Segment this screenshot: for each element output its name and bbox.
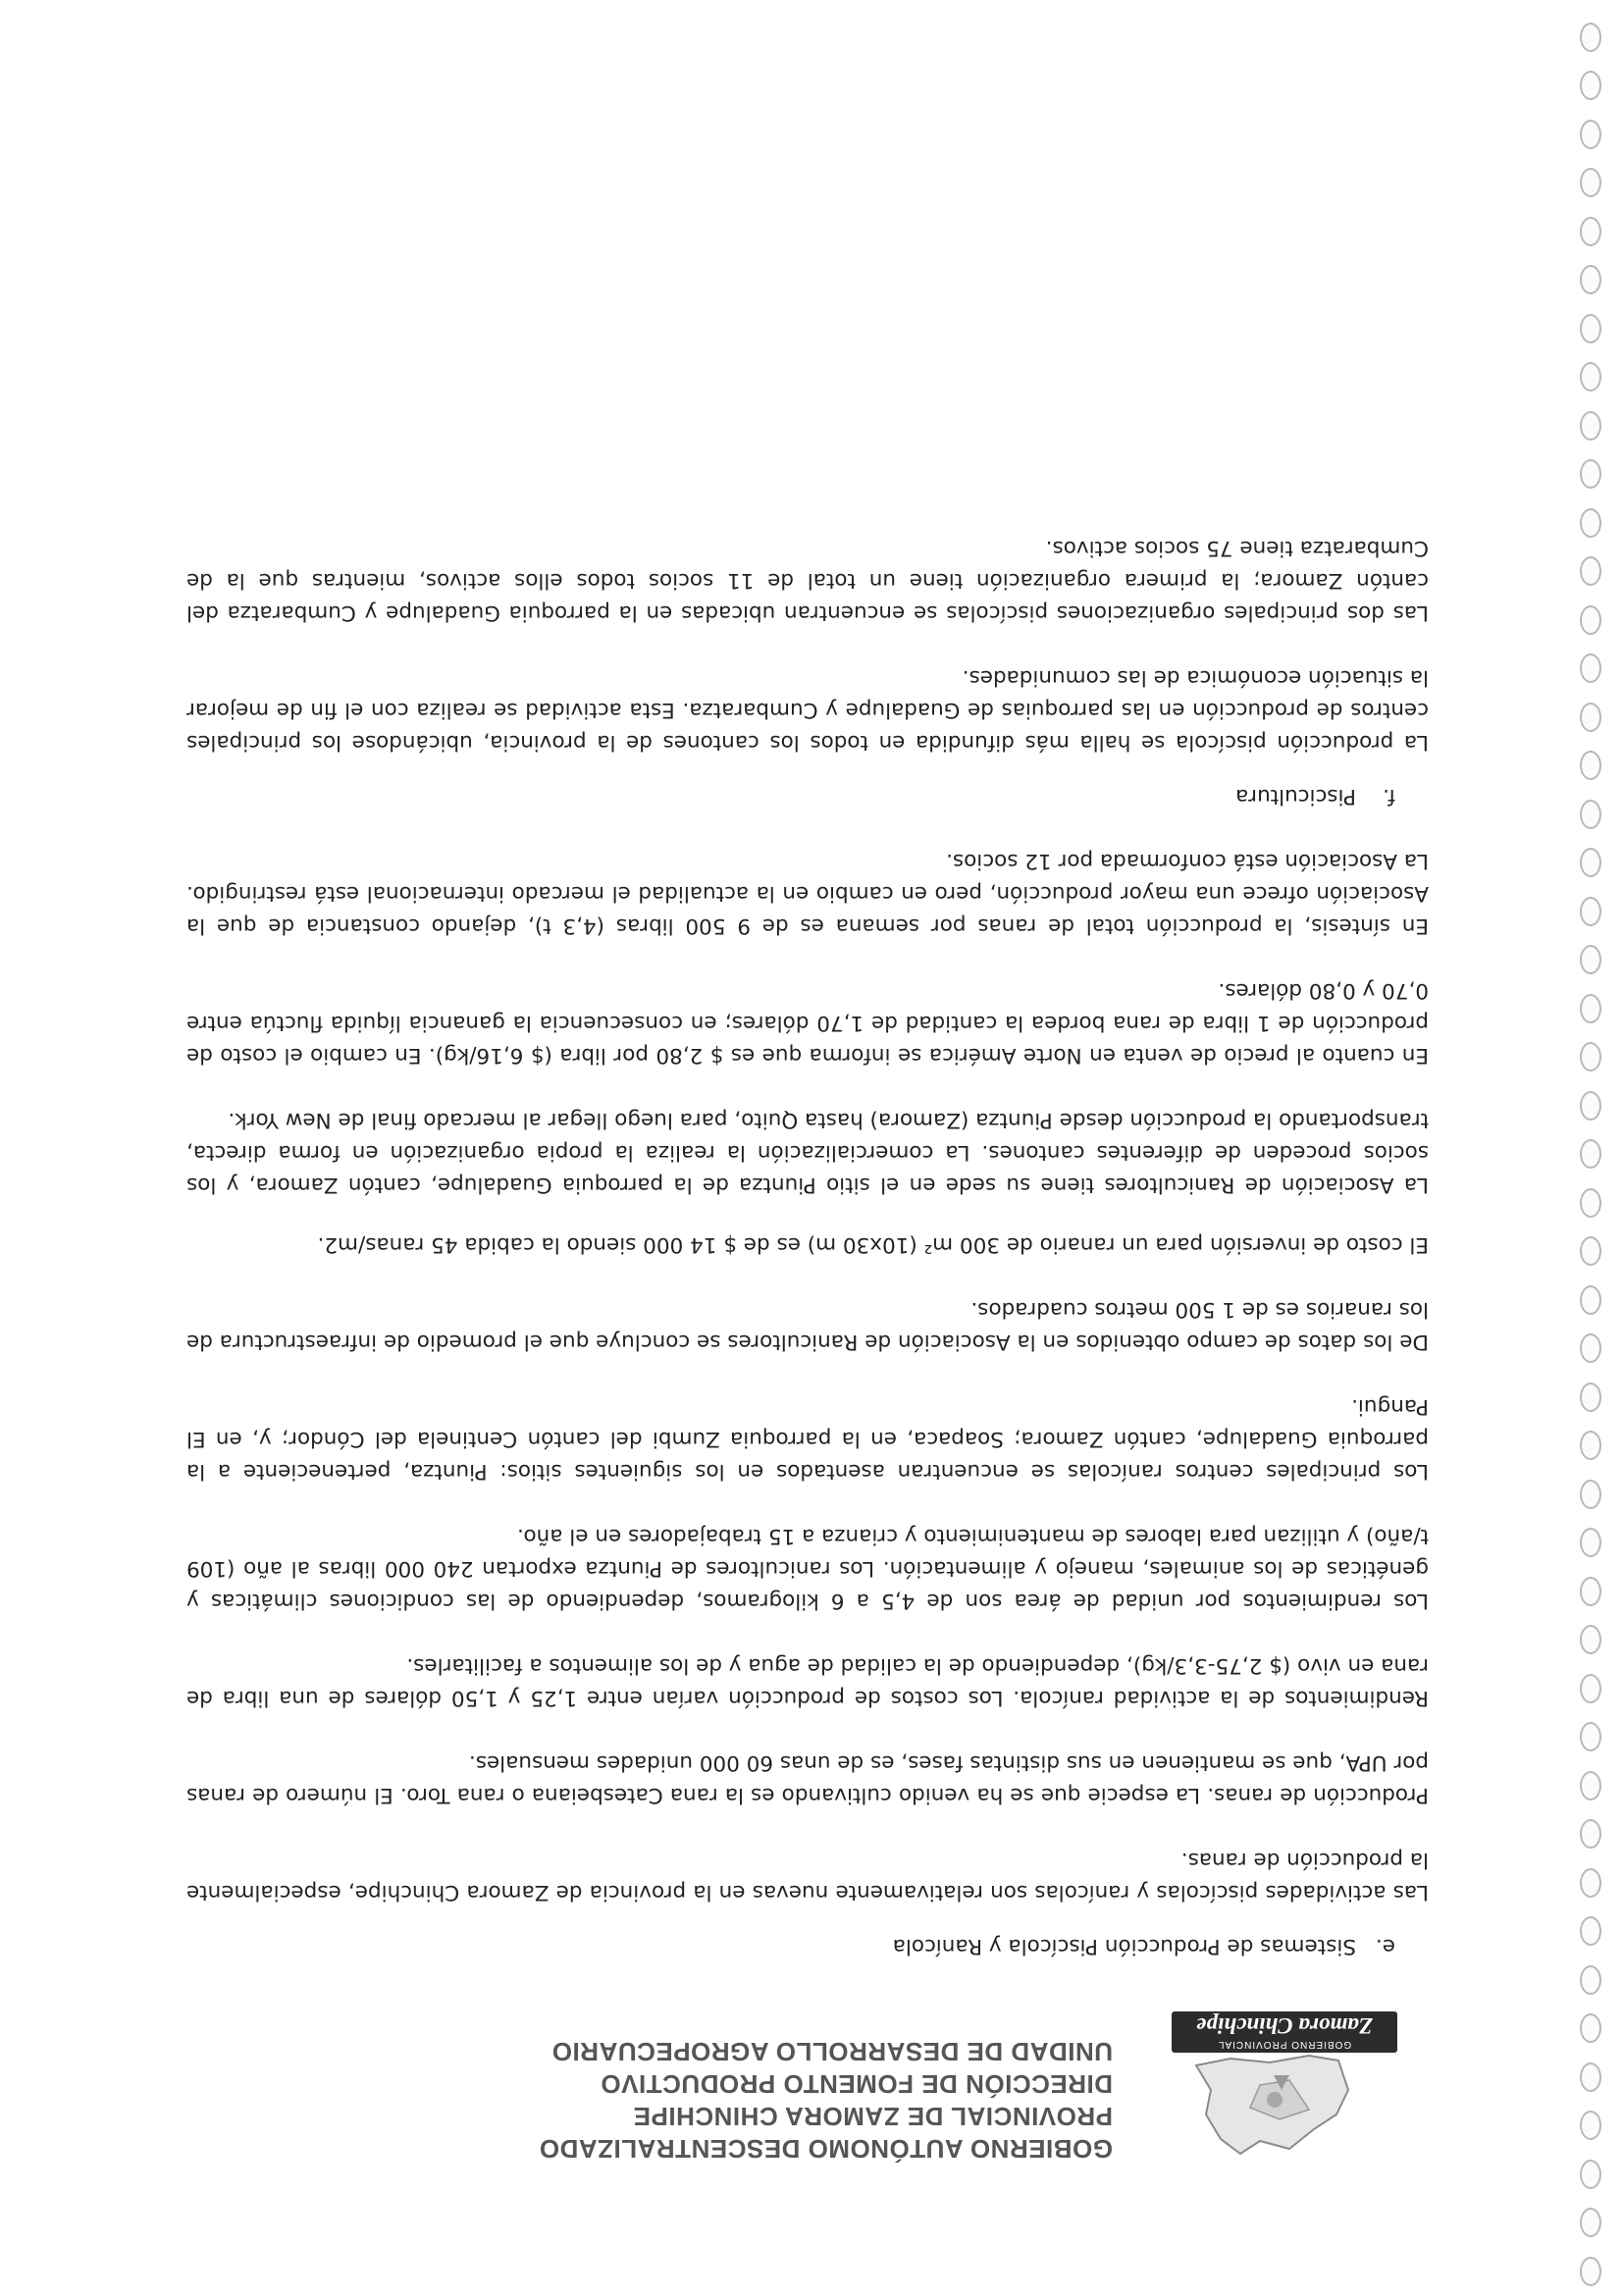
punch-hole	[1580, 2257, 1601, 2286]
punch-hole	[1580, 2112, 1601, 2141]
punch-hole	[1580, 1334, 1601, 1364]
punch-hole	[1580, 1237, 1601, 1267]
paragraph: En síntesis, la producción total de ranas por semana es de 9 500 libras (4,3 t), dejando constancia de que la Asociación ofrece una mayor producción, pero en cambio en la actualidad el mercado internacional está restringido. La Asociación está conformada por 12 socios.	[186, 849, 1429, 938]
org-line: UNIDAD DE DESARROLLO AGROPECUARIO	[551, 2037, 1113, 2066]
paragraph: La producción piscícola se halla más difundida en todos los cantones de la provincia, ubicándose los principales centros de producción en las parroquias de Guadalupe y Cumbaratza. Esta actividad se realiza con el fin de mejorar la situación económica de las comunidades.	[186, 665, 1429, 755]
punch-hole	[1580, 1771, 1601, 1800]
punch-hole	[1580, 120, 1601, 149]
paragraph: Producción de ranas. La especie que se ha venido cultivando es la rana Catesbeiana o rana Toro. El número de ranas por UPA, que se mantienen en sus distintas fases, es de unas 60 000 unidades mensuales.	[186, 1750, 1429, 1807]
punch-hole	[1580, 363, 1601, 392]
punch-hole	[1580, 23, 1601, 52]
punch-hole	[1580, 2062, 1601, 2092]
punch-hole	[1580, 1383, 1601, 1412]
org-line: DIRECCIÓN DE FOMENTO PRODUCTIVO	[600, 2069, 1113, 2099]
provincial-logo	[1152, 2007, 1407, 2168]
punch-hole	[1580, 1674, 1601, 1703]
punch-hole	[1580, 800, 1601, 829]
punch-hole	[1580, 1917, 1601, 1947]
punch-hole	[1580, 2209, 1601, 2238]
punch-hole	[1580, 752, 1601, 781]
punch-hole	[1580, 217, 1601, 246]
punch-hole	[1580, 2160, 1601, 2189]
punch-hole	[1580, 460, 1601, 490]
paragraph: En cuanto al precio de venta en Norte América se informa que es $ 2,80 por libra ($ 6,16/kg). En cambio el costo de producción de 1 libra de rana bordea la cantidad de 1,70 dólares; en consecuencia la ganancia líquida fluctúa entre 0,70 y 0,80 dólares.	[186, 978, 1429, 1068]
punch-hole	[1580, 2014, 1601, 2044]
section-title: Sistemas de Producción Piscícola y Ranícola	[892, 1934, 1356, 1958]
paragraph: La Asociación de Ranicultores tiene su sede en el sitio Piuntza de la parroquia Guadalupe, cantón Zamora, y los socios proceden de diferentes cantones. La comercialización la realiza la propia organización en forma directa, transportando la producción desde Piuntza (Zamora) hasta Quito, para luego llegar al mercado final de New York.	[186, 1108, 1429, 1197]
section-heading-e	[186, 1930, 1429, 1962]
org-line: GOBIERNO AUTÓNOMO DESCENTRALIZADO	[539, 2134, 1113, 2164]
punch-hole	[1580, 1285, 1601, 1315]
punch-hole	[1580, 169, 1601, 198]
org-line: PROVINCIAL DE ZAMORA CHINCHIPE	[633, 2102, 1113, 2131]
punch-hole	[1580, 72, 1601, 101]
paragraph: Rendimientos de la actividad ranícola. Los costos de producción varían entre 1,25 y 1,50 dólares de una libra de rana en vivo ($ 2,75-3,3/kg), dependiendo de la calidad de agua y de los alimentos a facilitarles.	[186, 1653, 1429, 1710]
punch-hole	[1580, 1432, 1601, 1461]
punch-hole	[1580, 508, 1601, 538]
punch-hole	[1580, 411, 1601, 441]
punch-hole	[1580, 1868, 1601, 1898]
organization-name	[426, 2035, 1113, 2165]
punch-hole	[1580, 1091, 1601, 1121]
paragraph: El costo de inversión para un ranario de 300 m² (10x30 m) es de $ 14 000 siendo la cabida 45 ranas/m2.	[317, 1232, 1429, 1257]
section-letter: e.	[1375, 1934, 1395, 1958]
punch-hole	[1580, 897, 1601, 926]
punch-hole	[1580, 1577, 1601, 1606]
punch-hole	[1580, 605, 1601, 635]
punch-hole	[1580, 1480, 1601, 1509]
binder-holes	[1562, 10, 1601, 2286]
logo-badge	[1172, 2011, 1397, 2053]
logo-top-text: GOBIERNO PROVINCIAL	[1217, 2039, 1352, 2050]
punch-hole	[1580, 1140, 1601, 1170]
province-map-icon	[1152, 2051, 1407, 2168]
punch-hole	[1580, 1626, 1601, 1655]
punch-hole	[1580, 849, 1601, 878]
punch-hole	[1580, 557, 1601, 587]
paragraph: Los principales centros ranícolas se encuentran asentados en los siguientes sitios: Piuntza, perteneciente a la parroquia Guadalupe, cantón Zamora; Soapaca, en la parroquia Zumbi del cantón Centinela del Cóndor; y, en El Pangui.	[186, 1394, 1429, 1484]
paragraph: Los rendimientos por unidad de área son de 4,5 a 6 kilogramos, dependiendo de las condiciones climáticas y genéticas de los animales, manejo y alimentación. Los ranicultores de Piuntza exportan 240 000 libras al año (109 t/año) y utilizan para labores de mantenimiento y crianza a 15 trabajadores en el año.	[186, 1524, 1429, 1613]
logo-main-text: Zamora Chinchipe	[1196, 2013, 1373, 2038]
punch-hole	[1580, 314, 1601, 343]
punch-hole	[1580, 266, 1601, 295]
section-letter: f.	[1383, 784, 1395, 809]
section-title: Piscicultura	[1235, 784, 1356, 809]
punch-hole	[1580, 1043, 1601, 1072]
punch-hole	[1580, 1965, 1601, 1995]
paragraph: Las dos principales organizaciones piscícolas se encuentran ubicadas en la parroquia Guadalupe y Cumbaratza del cantón Zamora; la primera organización tiene un total de 11 socios todos ellos activos, mientras que la de Cumbaratza tiene 75 socios activos.	[186, 536, 1429, 625]
document-body	[186, 499, 1429, 1962]
punch-hole	[1580, 1723, 1601, 1752]
punch-hole	[1580, 994, 1601, 1023]
punch-hole	[1580, 654, 1601, 684]
punch-hole	[1580, 1529, 1601, 1558]
paragraph: De los datos de campo obtenidos en la Asociación de Ranicultores se concluye que el promedio de infraestructura de los ranarios es de 1 500 metros cuadrados.	[186, 1297, 1429, 1354]
punch-hole	[1580, 946, 1601, 975]
paragraph: Las actividades piscícolas y ranícolas son relativamente nuevas en la provincia de Zamora Chinchipe, especialmente la producción de ranas.	[186, 1848, 1429, 1905]
section-heading-f	[186, 780, 1429, 812]
letterhead	[210, 2002, 1407, 2168]
punch-hole	[1580, 703, 1601, 732]
punch-hole	[1580, 1820, 1601, 1850]
punch-hole	[1580, 1188, 1601, 1218]
